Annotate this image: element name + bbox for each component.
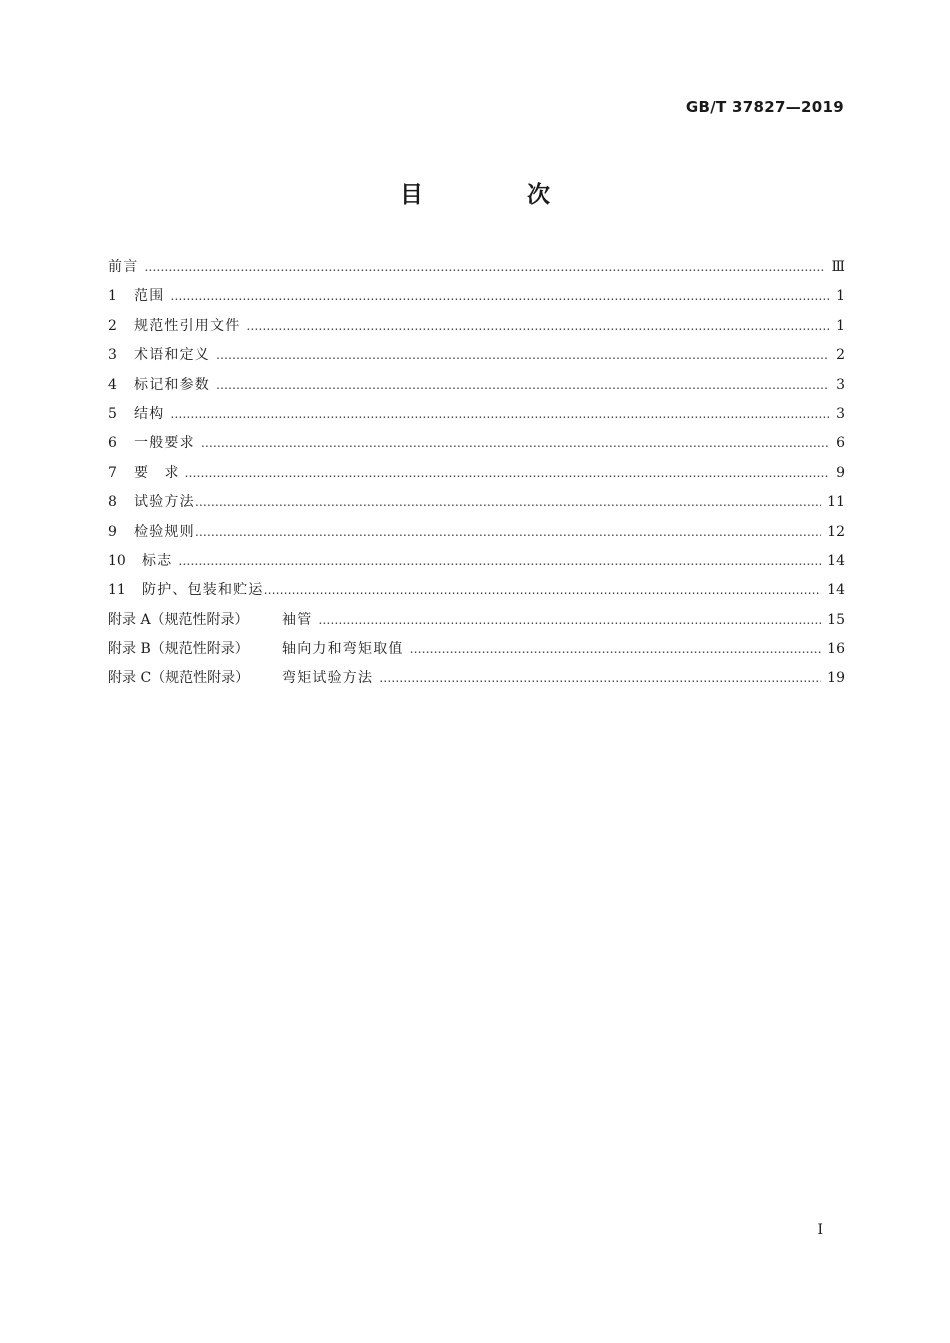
toc-entry-label: 规范性引用文件 <box>134 317 241 334</box>
toc-entry-label: 弯矩试验方法 <box>282 670 374 687</box>
toc-entry-label: 轴向力和弯矩取值 <box>282 641 404 658</box>
toc-entry-label: 防护、包装和贮运 <box>142 582 264 599</box>
toc-dot-leader <box>144 260 825 274</box>
toc-entry-number: 附录 A（规范性附录） <box>108 611 249 628</box>
table-of-contents <box>108 256 845 697</box>
toc-entry-label: 结构 <box>134 405 165 422</box>
toc-entry-4[interactable] <box>108 374 845 403</box>
toc-entry-page: 16 <box>827 641 845 658</box>
toc-dot-leader <box>184 466 829 480</box>
toc-entry-number: 10 <box>108 552 126 569</box>
toc-entry-number: 11 <box>108 582 126 599</box>
toc-entry-label: 术语和定义 <box>134 347 210 364</box>
toc-entry-number: 9 <box>108 523 117 540</box>
toc-dot-leader <box>410 642 822 656</box>
toc-entry-number: 1 <box>108 288 117 305</box>
toc-entry-number: 3 <box>108 347 117 364</box>
toc-dot-leader <box>216 378 829 392</box>
toc-entry-number: 8 <box>108 494 117 511</box>
toc-entry-page: 1 <box>836 288 845 305</box>
toc-entry-number: 7 <box>108 464 117 481</box>
standard-code: GB/T 37827—2019 <box>685 98 844 116</box>
toc-entry-label: 范围 <box>134 288 165 305</box>
toc-entry-label: 一般要求 <box>134 435 195 452</box>
toc-entry-page: 15 <box>827 611 845 628</box>
page-number: I <box>817 1222 823 1238</box>
toc-entry-label: 检验规则 <box>134 523 195 540</box>
toc-entry-label: 要 求 <box>134 464 185 481</box>
toc-entry-11[interactable] <box>108 579 845 608</box>
toc-entry-number: 4 <box>108 376 117 393</box>
toc-dot-leader <box>264 583 822 597</box>
toc-dot-leader <box>195 525 821 539</box>
toc-dot-leader <box>379 671 821 685</box>
toc-entry-page: 12 <box>827 523 845 540</box>
toc-entry-page: 3 <box>836 405 845 422</box>
toc-entry-9[interactable] <box>108 521 845 550</box>
toc-entry-appendix-a[interactable] <box>108 609 845 638</box>
toc-entry-page: Ⅲ <box>831 259 845 275</box>
toc-entry-number: 6 <box>108 435 117 452</box>
toc-entry-number: 附录 C（规范性附录） <box>108 670 250 687</box>
toc-entry-7[interactable] <box>108 462 845 491</box>
toc-entry-2[interactable] <box>108 315 845 344</box>
toc-entry-number: 2 <box>108 317 117 334</box>
page-title: 目 次 <box>399 182 598 208</box>
toc-entry-5[interactable] <box>108 403 845 432</box>
toc-entry-page: 1 <box>836 317 845 334</box>
toc-dot-leader <box>201 436 829 450</box>
toc-entry-page: 14 <box>827 582 845 599</box>
toc-entry-appendix-b[interactable] <box>108 638 845 667</box>
toc-entry-page: 11 <box>827 494 845 511</box>
toc-entry-page: 2 <box>836 347 845 364</box>
toc-entry-number: 附录 B（规范性附录） <box>108 641 249 658</box>
toc-entry-8[interactable] <box>108 491 845 520</box>
toc-entry-3[interactable] <box>108 344 845 373</box>
toc-entry-page: 14 <box>827 552 845 569</box>
toc-entry-label: 袖管 <box>282 611 313 628</box>
toc-entry-label: 标记和参数 <box>134 376 210 393</box>
toc-dot-leader <box>246 319 829 333</box>
toc-dot-leader <box>195 495 821 509</box>
toc-dot-leader <box>178 554 821 568</box>
toc-entry-number: 5 <box>108 405 117 422</box>
toc-entry-foreword[interactable] <box>108 256 845 285</box>
toc-dot-leader <box>318 613 821 627</box>
toc-dot-leader <box>170 407 829 421</box>
toc-entry-page: 6 <box>836 435 845 452</box>
toc-entry-page: 19 <box>827 670 845 687</box>
toc-entry-label: 标志 <box>142 552 173 569</box>
toc-dot-leader <box>216 348 829 362</box>
toc-entry-1[interactable] <box>108 285 845 314</box>
toc-entry-page: 3 <box>836 376 845 393</box>
toc-dot-leader <box>170 289 829 303</box>
toc-entry-6[interactable] <box>108 432 845 461</box>
toc-entry-10[interactable] <box>108 550 845 579</box>
toc-entry-page: 9 <box>836 464 845 481</box>
toc-entry-label: 试验方法 <box>134 494 195 511</box>
toc-entry-appendix-c[interactable] <box>108 667 845 696</box>
toc-entry-label: 前言 <box>108 259 139 275</box>
